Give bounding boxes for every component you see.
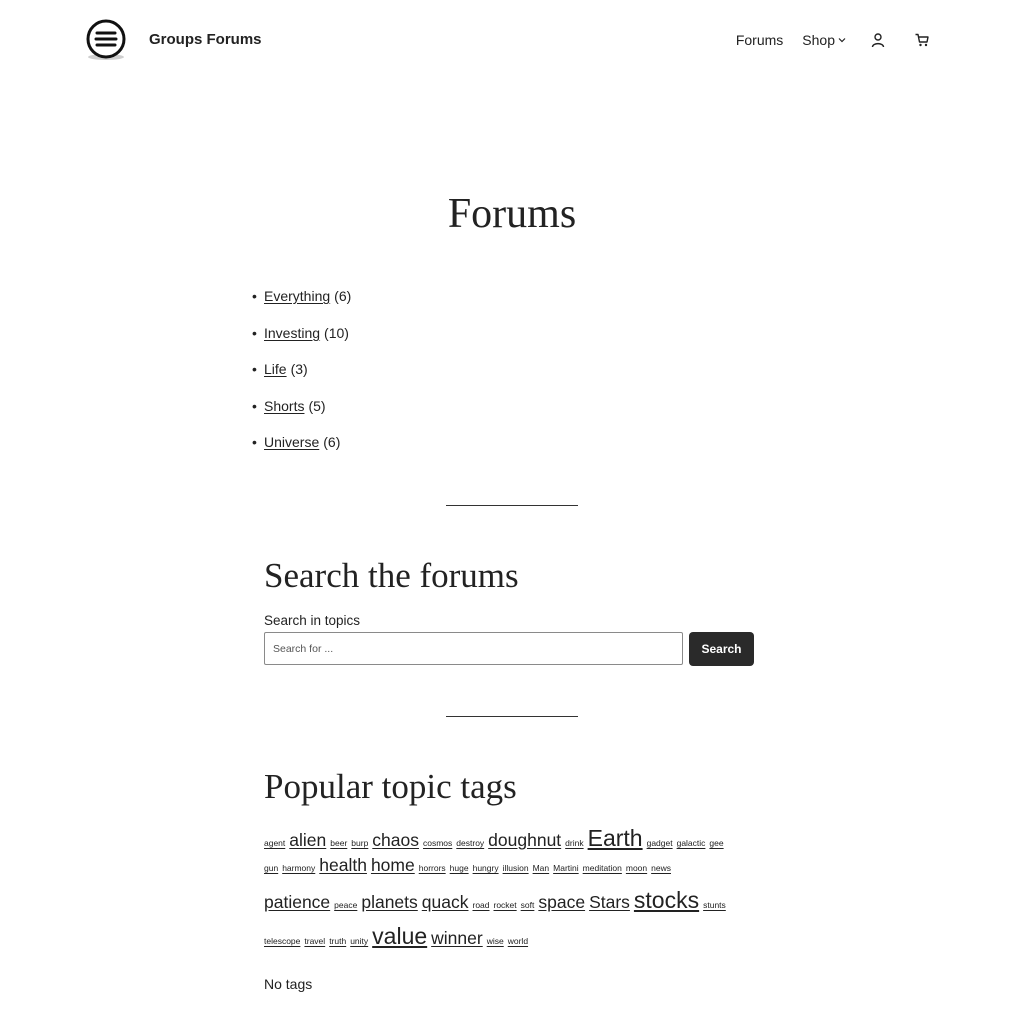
site-header bbox=[0, 0, 1024, 80]
tag-link[interactable]: home bbox=[370, 855, 415, 875]
tag-line bbox=[264, 887, 730, 914]
tag-link[interactable]: planets bbox=[361, 892, 418, 912]
bullet: • bbox=[252, 361, 257, 378]
tag-link[interactable]: travel bbox=[304, 936, 326, 946]
site-title[interactable]: Groups Forums bbox=[149, 31, 262, 48]
forum-count: (6) bbox=[334, 288, 352, 304]
site-logo-icon[interactable] bbox=[85, 19, 127, 61]
tag-link[interactable]: cosmos bbox=[423, 838, 453, 848]
forum-list-item bbox=[252, 434, 351, 471]
forum-list-item bbox=[252, 398, 351, 435]
tag-link[interactable]: hungry bbox=[472, 863, 499, 873]
tag-line bbox=[264, 923, 532, 950]
tag-link[interactable]: chaos bbox=[372, 830, 419, 850]
tag-link[interactable]: telescope bbox=[264, 936, 301, 946]
tag-link[interactable]: value bbox=[372, 923, 428, 949]
search-button[interactable]: Search bbox=[689, 632, 754, 666]
forum-list bbox=[252, 288, 351, 471]
tag-link[interactable]: galactic bbox=[676, 838, 706, 848]
account-icon[interactable] bbox=[866, 28, 890, 52]
forum-link[interactable]: Investing bbox=[264, 324, 321, 341]
search-heading: Search the forums bbox=[264, 556, 519, 595]
tag-line bbox=[264, 855, 675, 876]
forum-link[interactable]: Shorts bbox=[264, 397, 305, 414]
search-label: Search in topics bbox=[264, 613, 361, 628]
tag-link[interactable]: winner bbox=[431, 928, 483, 948]
tag-link[interactable]: horrors bbox=[418, 863, 446, 873]
tag-link[interactable]: agent bbox=[264, 838, 286, 848]
forum-link[interactable]: Life bbox=[264, 361, 287, 378]
tag-link[interactable]: drink bbox=[565, 838, 584, 848]
tag-link[interactable]: huge bbox=[449, 863, 469, 873]
tag-link[interactable]: peace bbox=[334, 900, 358, 910]
tag-link[interactable]: world bbox=[507, 936, 529, 946]
tags-heading: Popular topic tags bbox=[264, 767, 517, 806]
tag-link[interactable]: rocket bbox=[493, 900, 517, 910]
tag-link[interactable]: Man bbox=[532, 863, 550, 873]
forum-count: (10) bbox=[324, 324, 349, 341]
forum-count: (3) bbox=[290, 361, 308, 378]
nav-forums[interactable]: Forums bbox=[735, 32, 784, 48]
tag-link[interactable]: Stars bbox=[589, 892, 630, 912]
forum-list-item bbox=[252, 288, 351, 325]
tag-link[interactable]: space bbox=[538, 892, 586, 912]
tag-link[interactable]: gadget bbox=[646, 838, 673, 848]
tag-link[interactable]: patience bbox=[264, 892, 331, 912]
tag-link[interactable]: illusion bbox=[502, 863, 529, 873]
tag-link[interactable]: Earth bbox=[587, 825, 643, 851]
forum-list-item bbox=[252, 361, 351, 398]
tag-link[interactable]: moon bbox=[625, 863, 648, 873]
tag-link[interactable]: soft bbox=[520, 900, 535, 910]
search-input[interactable] bbox=[264, 632, 683, 665]
forum-list-item bbox=[252, 325, 351, 362]
forum-count: (6) bbox=[323, 434, 341, 451]
bullet: • bbox=[252, 397, 257, 414]
forum-count: (5) bbox=[308, 397, 326, 414]
tag-line bbox=[264, 825, 728, 852]
tag-link[interactable]: road bbox=[472, 900, 490, 910]
main-navigation bbox=[717, 28, 934, 52]
tag-link[interactable]: health bbox=[319, 855, 367, 875]
bullet: • bbox=[252, 434, 257, 451]
tag-link[interactable]: beer bbox=[330, 838, 348, 848]
bullet: • bbox=[252, 288, 257, 304]
forum-link[interactable]: Universe bbox=[264, 434, 320, 451]
tag-link[interactable]: gee bbox=[709, 838, 724, 848]
separator bbox=[446, 505, 578, 506]
tag-link[interactable]: stunts bbox=[703, 900, 726, 910]
page-title: Forums bbox=[447, 191, 577, 237]
tag-link[interactable]: quack bbox=[421, 892, 469, 912]
chevron-down-icon bbox=[838, 35, 846, 45]
tag-link[interactable]: meditation bbox=[582, 863, 622, 873]
forum-link[interactable]: Everything bbox=[264, 288, 331, 304]
tag-link[interactable]: gun bbox=[264, 863, 279, 873]
tag-link[interactable]: wise bbox=[486, 936, 504, 946]
nav-shop[interactable] bbox=[802, 32, 846, 48]
tag-link[interactable]: burp bbox=[351, 838, 369, 848]
tag-link[interactable]: Martini bbox=[553, 863, 579, 873]
separator bbox=[446, 716, 578, 717]
cart-icon[interactable] bbox=[910, 28, 934, 52]
bullet: • bbox=[252, 324, 257, 341]
no-tags-text: No tags bbox=[264, 976, 313, 992]
nav-shop-label: Shop bbox=[802, 32, 835, 48]
tag-link[interactable]: unity bbox=[350, 936, 369, 946]
tag-link[interactable]: doughnut bbox=[488, 830, 562, 850]
tag-link[interactable]: alien bbox=[289, 830, 327, 850]
tag-link[interactable]: harmony bbox=[282, 863, 316, 873]
tag-link[interactable]: destroy bbox=[456, 838, 485, 848]
tag-link[interactable]: truth bbox=[329, 936, 347, 946]
tag-link[interactable]: stocks bbox=[633, 887, 700, 913]
tag-link[interactable]: news bbox=[651, 863, 671, 873]
